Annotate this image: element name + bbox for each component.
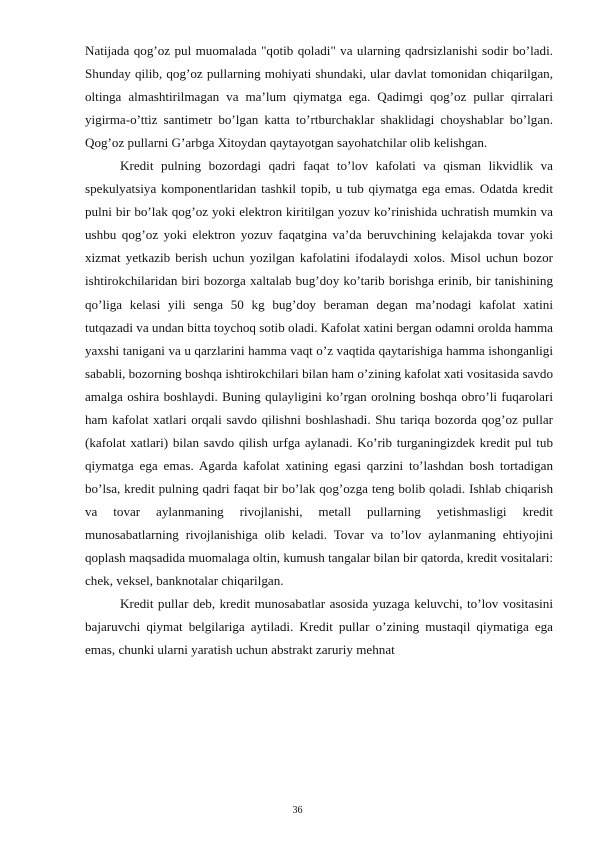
body-text bbox=[85, 39, 553, 661]
paragraph-1: Natijada qog’oz pul muomalada "qotib qoladi" va ularning qadrsizlanishi sodir bo’ladi. Shunday qilib, qog’oz pullarning mohiyati shundaki, ular davlat tomonidan chiqarilgan, oltinga almashtirilmagan va ma’lum qiymatga ega. Qadimgi qog’oz pullar qirralari yigirma-o’ttiz santimetr bo’lgan katta to’rtburchaklar shaklidagi choyshablar bo’lgan. Qog’oz pullarni G’arbga Xitoydan qaytayotgan sayohatchilar olib kelishgan. bbox=[85, 43, 553, 151]
page-number: 36 bbox=[292, 805, 303, 816]
paragraph-2: Kredit pulning bozordagi qadri faqat to’lov kafolati va qisman likvidlik va spekulyatsiya komponentlaridan tashkil topib, u tub qiymatga ega emas. Odatda kredit pulni bir bo’lak qog’oz yoki elektron kiritilgan yozuv ko’rinishida uchratish mumkin va ushbu qog’oz yoki elektron yozuv faqatgina va’da beruvchining kelajakda tovar yoki xizmat yetkazib berish uchun yozilgan kafolatini ifodalaydi xolos. Misol uchun bozor ishtirokchilaridan biri bozorga xaltalab bug’doy ko’tarib borishga erinib, bir tanishining qo’liga kelasi yili senga 50 kg bug’doy beraman degan ma’nodagi kafolat xatini tutqazadi va undan bitta toychoq sotib oladi. Kafolat xatini bergan odamni orolda hamma yaxshi tanigani va u qarzlarini hamma vaqt o’z vaqtida qaytarishiga hamma ishonganligi sababli, bozorning boshqa ishtirokchilari bilan ham o’zining kafolat xati vositasida savdo amalga oshira boshlaydi. Buning qulayligini ko’rgan orolning boshqa obro’li fuqarolari ham kafolat xatlari orqali savdo qilishni boshlashadi. Shu tariqa bozorda qog’oz pullar (kafolat xatlari) bilan savdo qilish urfga aylanadi. Ko’rib turganingizdek kredit pul tub qiymatga ega emas. Agarda kafolat xatining egasi qarzini to’lashdan bosh tortadigan bo’lsa, kredit pulning qadri faqat bir bo’lak qog’ozga teng bolib qoladi. Ishlab chiqarish va tovar aylanmaning rivojlanishi, metall pullarning yetishmasligi kredit munosabatlarning rivojlanishiga olib keladi. Tovar va to’lov aylanmaning ehtiyojini qoplash maqsadida muomalaga oltin, kumush tangalar bilan bir qatorda, kredit vositalari: chek, veksel, banknotalar chiqarilgan. bbox=[85, 158, 553, 589]
paragraph-3: Kredit pullar deb, kredit munosabatlar asosida yuzaga keluvchi, to’lov vositasini bajaruvchi qiymat belgilariga aytiladi. Kredit pullar o’zining mustaqil qiymatiga ega emas, chunki ularni yaratish uchun abstrakt zaruriy mehnat bbox=[85, 596, 553, 658]
